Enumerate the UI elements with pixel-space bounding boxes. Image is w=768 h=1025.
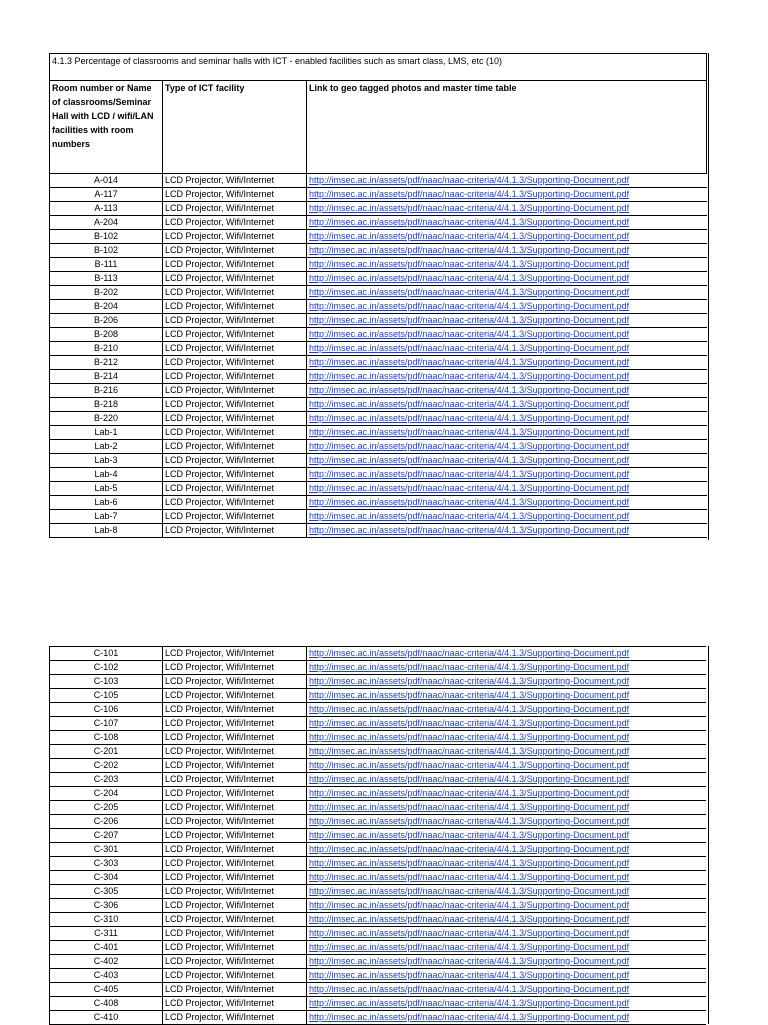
room-cell: B-210 (50, 342, 163, 356)
room-cell: Lab-3 (50, 454, 163, 468)
link-cell (307, 286, 707, 300)
link-cell (307, 787, 707, 801)
link-cell (307, 941, 707, 955)
facility-cell: LCD Projector, Wifi/Internet (163, 913, 307, 927)
link-cell (307, 174, 707, 188)
facility-cell: LCD Projector, Wifi/Internet (163, 815, 307, 829)
facility-cell: LCD Projector, Wifi/Internet (163, 983, 307, 997)
link-cell (307, 647, 707, 661)
document-link[interactable]: http://imsec.ac.in/assets/pdf/naac/naac-criteria/4/4.1.3/Supporting-Document.pdf (309, 329, 630, 339)
facility-cell: LCD Projector, Wifi/Internet (163, 454, 307, 468)
link-cell (307, 983, 707, 997)
table-row (50, 941, 707, 955)
facility-cell: LCD Projector, Wifi/Internet (163, 885, 307, 899)
room-cell: Lab-8 (50, 524, 163, 538)
document-link[interactable]: http://imsec.ac.in/assets/pdf/naac/naac-criteria/4/4.1.3/Supporting-Document.pdf (309, 427, 630, 437)
document-link[interactable]: http://imsec.ac.in/assets/pdf/naac/naac-criteria/4/4.1.3/Supporting-Document.pdf (309, 343, 630, 353)
facility-cell: LCD Projector, Wifi/Internet (163, 426, 307, 440)
table-row (50, 759, 707, 773)
table-row (50, 773, 707, 787)
room-cell: B-202 (50, 286, 163, 300)
table-row (50, 286, 707, 300)
facility-cell: LCD Projector, Wifi/Internet (163, 843, 307, 857)
facility-cell: LCD Projector, Wifi/Internet (163, 524, 307, 538)
room-cell: A-113 (50, 202, 163, 216)
table-row (50, 703, 707, 717)
document-link[interactable]: http://imsec.ac.in/assets/pdf/naac/naac-criteria/4/4.1.3/Supporting-Document.pdf (309, 231, 630, 241)
room-cell: C-108 (50, 731, 163, 745)
facility-cell: LCD Projector, Wifi/Internet (163, 216, 307, 230)
table-row (50, 482, 707, 496)
facility-cell: LCD Projector, Wifi/Internet (163, 857, 307, 871)
table-row (50, 927, 707, 941)
facility-cell: LCD Projector, Wifi/Internet (163, 188, 307, 202)
table-row (50, 216, 707, 230)
room-cell: B-220 (50, 412, 163, 426)
table-row (50, 258, 707, 272)
room-cell: B-102 (50, 230, 163, 244)
table-row (50, 272, 707, 286)
link-cell (307, 689, 707, 703)
room-cell: Lab-6 (50, 496, 163, 510)
table-row (50, 342, 707, 356)
right-border-2 (708, 646, 709, 1024)
link-cell (307, 675, 707, 689)
document-link[interactable]: http://imsec.ac.in/assets/pdf/naac/naac-criteria/4/4.1.3/Supporting-Document.pdf (309, 245, 630, 255)
table-row (50, 913, 707, 927)
room-cell: C-310 (50, 913, 163, 927)
facility-cell: LCD Projector, Wifi/Internet (163, 272, 307, 286)
document-link[interactable]: http://imsec.ac.in/assets/pdf/naac/naac-criteria/4/4.1.3/Supporting-Document.pdf (309, 175, 630, 185)
document-link[interactable]: http://imsec.ac.in/assets/pdf/naac/naac-criteria/4/4.1.3/Supporting-Document.pdf (309, 788, 630, 798)
facility-cell: LCD Projector, Wifi/Internet (163, 703, 307, 717)
link-cell (307, 258, 707, 272)
document-link[interactable]: http://imsec.ac.in/assets/pdf/naac/naac-criteria/4/4.1.3/Supporting-Document.pdf (309, 956, 630, 966)
table-row (50, 983, 707, 997)
room-cell: C-311 (50, 927, 163, 941)
document-link[interactable]: http://imsec.ac.in/assets/pdf/naac/naac-criteria/4/4.1.3/Supporting-Document.pdf (309, 886, 630, 896)
table-row (50, 731, 707, 745)
table-row (50, 244, 707, 258)
link-cell (307, 745, 707, 759)
table-row (50, 300, 707, 314)
link-cell (307, 955, 707, 969)
ict-table-1 (49, 53, 707, 538)
room-cell: A-014 (50, 174, 163, 188)
link-cell (307, 899, 707, 913)
document-link[interactable]: http://imsec.ac.in/assets/pdf/naac/naac-criteria/4/4.1.3/Supporting-Document.pdf (309, 189, 630, 199)
table-row (50, 843, 707, 857)
facility-cell: LCD Projector, Wifi/Internet (163, 510, 307, 524)
link-cell (307, 342, 707, 356)
table-row (50, 815, 707, 829)
facility-cell: LCD Projector, Wifi/Internet (163, 482, 307, 496)
facility-cell: LCD Projector, Wifi/Internet (163, 384, 307, 398)
document-link[interactable]: http://imsec.ac.in/assets/pdf/naac/naac-criteria/4/4.1.3/Supporting-Document.pdf (309, 385, 630, 395)
table-row (50, 468, 707, 482)
room-cell: C-301 (50, 843, 163, 857)
table-row (50, 969, 707, 983)
document-link[interactable]: http://imsec.ac.in/assets/pdf/naac/naac-criteria/4/4.1.3/Supporting-Document.pdf (309, 774, 630, 784)
link-cell (307, 871, 707, 885)
table-row (50, 412, 707, 426)
room-cell: Lab-1 (50, 426, 163, 440)
link-cell (307, 314, 707, 328)
document-link[interactable]: http://imsec.ac.in/assets/pdf/naac/naac-criteria/4/4.1.3/Supporting-Document.pdf (309, 690, 630, 700)
room-cell: C-408 (50, 997, 163, 1011)
link-cell (307, 885, 707, 899)
facility-cell: LCD Projector, Wifi/Internet (163, 1011, 307, 1025)
facility-cell: LCD Projector, Wifi/Internet (163, 661, 307, 675)
table-row (50, 202, 707, 216)
link-cell (307, 216, 707, 230)
document-link[interactable]: http://imsec.ac.in/assets/pdf/naac/naac-criteria/4/4.1.3/Supporting-Document.pdf (309, 483, 630, 493)
room-cell: B-102 (50, 244, 163, 258)
facility-cell: LCD Projector, Wifi/Internet (163, 230, 307, 244)
facility-cell: LCD Projector, Wifi/Internet (163, 258, 307, 272)
sheet-section-1 (49, 53, 707, 538)
link-cell (307, 370, 707, 384)
facility-cell: LCD Projector, Wifi/Internet (163, 927, 307, 941)
facility-cell: LCD Projector, Wifi/Internet (163, 871, 307, 885)
room-cell: C-410 (50, 1011, 163, 1025)
facility-cell: LCD Projector, Wifi/Internet (163, 496, 307, 510)
link-cell (307, 913, 707, 927)
link-cell (307, 773, 707, 787)
header-room: Room number or Name of classrooms/Seminar Hall with LCD / wifi/LAN facilities with room numbers (50, 81, 163, 174)
document-link[interactable]: http://imsec.ac.in/assets/pdf/naac/naac-criteria/4/4.1.3/Supporting-Document.pdf (309, 441, 630, 451)
document-link[interactable]: http://imsec.ac.in/assets/pdf/naac/naac-criteria/4/4.1.3/Supporting-Document.pdf (309, 399, 630, 409)
room-cell: Lab-5 (50, 482, 163, 496)
sheet-section-2 (49, 646, 706, 1025)
document-link[interactable]: http://imsec.ac.in/assets/pdf/naac/naac-criteria/4/4.1.3/Supporting-Document.pdf (309, 648, 630, 658)
room-cell: B-212 (50, 356, 163, 370)
document-link[interactable]: http://imsec.ac.in/assets/pdf/naac/naac-criteria/4/4.1.3/Supporting-Document.pdf (309, 525, 630, 535)
table-row (50, 885, 707, 899)
room-cell: C-303 (50, 857, 163, 871)
table-row (50, 398, 707, 412)
room-cell: Lab-4 (50, 468, 163, 482)
facility-cell: LCD Projector, Wifi/Internet (163, 899, 307, 913)
link-cell (307, 703, 707, 717)
document-link[interactable]: http://imsec.ac.in/assets/pdf/naac/naac-criteria/4/4.1.3/Supporting-Document.pdf (309, 858, 630, 868)
document-link[interactable]: http://imsec.ac.in/assets/pdf/naac/naac-criteria/4/4.1.3/Supporting-Document.pdf (309, 928, 630, 938)
link-cell (307, 524, 707, 538)
facility-cell: LCD Projector, Wifi/Internet (163, 356, 307, 370)
link-cell (307, 759, 707, 773)
document-link[interactable]: http://imsec.ac.in/assets/pdf/naac/naac-criteria/4/4.1.3/Supporting-Document.pdf (309, 371, 630, 381)
table-row (50, 314, 707, 328)
document-link[interactable]: http://imsec.ac.in/assets/pdf/naac/naac-criteria/4/4.1.3/Supporting-Document.pdf (309, 830, 630, 840)
link-cell (307, 300, 707, 314)
link-cell (307, 244, 707, 258)
facility-cell: LCD Projector, Wifi/Internet (163, 773, 307, 787)
link-cell (307, 1011, 707, 1025)
right-border-1 (708, 53, 709, 540)
facility-cell: LCD Projector, Wifi/Internet (163, 759, 307, 773)
room-cell: B-216 (50, 384, 163, 398)
document-link[interactable]: http://imsec.ac.in/assets/pdf/naac/naac-criteria/4/4.1.3/Supporting-Document.pdf (309, 984, 630, 994)
document-link[interactable]: http://imsec.ac.in/assets/pdf/naac/naac-criteria/4/4.1.3/Supporting-Document.pdf (309, 315, 630, 325)
facility-cell: LCD Projector, Wifi/Internet (163, 370, 307, 384)
link-cell (307, 328, 707, 342)
link-cell (307, 398, 707, 412)
room-cell: B-204 (50, 300, 163, 314)
link-cell (307, 440, 707, 454)
table-row (50, 955, 707, 969)
document-link[interactable]: http://imsec.ac.in/assets/pdf/naac/naac-criteria/4/4.1.3/Supporting-Document.pdf (309, 942, 630, 952)
table-row (50, 857, 707, 871)
document-link[interactable]: http://imsec.ac.in/assets/pdf/naac/naac-criteria/4/4.1.3/Supporting-Document.pdf (309, 746, 630, 756)
document-link[interactable]: http://imsec.ac.in/assets/pdf/naac/naac-criteria/4/4.1.3/Supporting-Document.pdf (309, 998, 630, 1008)
document-link[interactable]: http://imsec.ac.in/assets/pdf/naac/naac-criteria/4/4.1.3/Supporting-Document.pdf (309, 413, 630, 423)
facility-cell: LCD Projector, Wifi/Internet (163, 647, 307, 661)
document-link[interactable]: http://imsec.ac.in/assets/pdf/naac/naac-criteria/4/4.1.3/Supporting-Document.pdf (309, 900, 630, 910)
facility-cell: LCD Projector, Wifi/Internet (163, 202, 307, 216)
link-cell (307, 272, 707, 286)
document-link[interactable]: http://imsec.ac.in/assets/pdf/naac/naac-criteria/4/4.1.3/Supporting-Document.pdf (309, 259, 630, 269)
facility-cell: LCD Projector, Wifi/Internet (163, 745, 307, 759)
facility-cell: LCD Projector, Wifi/Internet (163, 314, 307, 328)
facility-cell: LCD Projector, Wifi/Internet (163, 286, 307, 300)
room-cell: C-403 (50, 969, 163, 983)
table-row (50, 829, 707, 843)
table-row (50, 426, 707, 440)
link-cell (307, 661, 707, 675)
link-cell (307, 230, 707, 244)
facility-cell: LCD Projector, Wifi/Internet (163, 300, 307, 314)
document-link[interactable]: http://imsec.ac.in/assets/pdf/naac/naac-criteria/4/4.1.3/Supporting-Document.pdf (309, 511, 630, 521)
facility-cell: LCD Projector, Wifi/Internet (163, 801, 307, 815)
room-cell: B-218 (50, 398, 163, 412)
room-cell: C-305 (50, 885, 163, 899)
link-cell (307, 412, 707, 426)
link-cell (307, 426, 707, 440)
link-cell (307, 482, 707, 496)
document-link[interactable]: http://imsec.ac.in/assets/pdf/naac/naac-criteria/4/4.1.3/Supporting-Document.pdf (309, 497, 630, 507)
document-link[interactable]: http://imsec.ac.in/assets/pdf/naac/naac-criteria/4/4.1.3/Supporting-Document.pdf (309, 872, 630, 882)
facility-cell: LCD Projector, Wifi/Internet (163, 440, 307, 454)
document-link[interactable]: http://imsec.ac.in/assets/pdf/naac/naac-criteria/4/4.1.3/Supporting-Document.pdf (309, 732, 630, 742)
table-row (50, 454, 707, 468)
document-link[interactable]: http://imsec.ac.in/assets/pdf/naac/naac-criteria/4/4.1.3/Supporting-Document.pdf (309, 287, 630, 297)
link-cell (307, 188, 707, 202)
room-cell: A-204 (50, 216, 163, 230)
facility-cell: LCD Projector, Wifi/Internet (163, 174, 307, 188)
table-row (50, 370, 707, 384)
link-cell (307, 801, 707, 815)
document-link[interactable]: http://imsec.ac.in/assets/pdf/naac/naac-criteria/4/4.1.3/Supporting-Document.pdf (309, 970, 630, 980)
link-cell (307, 843, 707, 857)
header-row (50, 81, 707, 174)
document-link[interactable]: http://imsec.ac.in/assets/pdf/naac/naac-criteria/4/4.1.3/Supporting-Document.pdf (309, 273, 630, 283)
document-link[interactable]: http://imsec.ac.in/assets/pdf/naac/naac-criteria/4/4.1.3/Supporting-Document.pdf (309, 760, 630, 770)
room-cell: C-102 (50, 661, 163, 675)
room-cell: C-105 (50, 689, 163, 703)
table-row (50, 745, 707, 759)
table-row (50, 661, 707, 675)
room-cell: C-206 (50, 815, 163, 829)
document-link[interactable]: http://imsec.ac.in/assets/pdf/naac/naac-criteria/4/4.1.3/Supporting-Document.pdf (309, 718, 630, 728)
table-row (50, 230, 707, 244)
table-row (50, 997, 707, 1011)
ict-table-2 (49, 646, 706, 1025)
room-cell: C-402 (50, 955, 163, 969)
document-link[interactable]: http://imsec.ac.in/assets/pdf/naac/naac-criteria/4/4.1.3/Supporting-Document.pdf (309, 301, 630, 311)
room-cell: C-106 (50, 703, 163, 717)
document-link[interactable]: http://imsec.ac.in/assets/pdf/naac/naac-criteria/4/4.1.3/Supporting-Document.pdf (309, 662, 630, 672)
link-cell (307, 356, 707, 370)
table-row (50, 717, 707, 731)
link-cell (307, 731, 707, 745)
facility-cell: LCD Projector, Wifi/Internet (163, 731, 307, 745)
facility-cell: LCD Projector, Wifi/Internet (163, 717, 307, 731)
room-cell: C-207 (50, 829, 163, 843)
table-row (50, 899, 707, 913)
document-link[interactable]: http://imsec.ac.in/assets/pdf/naac/naac-criteria/4/4.1.3/Supporting-Document.pdf (309, 676, 630, 686)
table-row (50, 647, 707, 661)
document-link[interactable]: http://imsec.ac.in/assets/pdf/naac/naac-criteria/4/4.1.3/Supporting-Document.pdf (309, 816, 630, 826)
table-row (50, 174, 707, 188)
table-row (50, 871, 707, 885)
table-row (50, 510, 707, 524)
room-cell: C-202 (50, 759, 163, 773)
table-row (50, 675, 707, 689)
link-cell (307, 384, 707, 398)
document-link[interactable]: http://imsec.ac.in/assets/pdf/naac/naac-criteria/4/4.1.3/Supporting-Document.pdf (309, 357, 630, 367)
facility-cell: LCD Projector, Wifi/Internet (163, 342, 307, 356)
table-row (50, 328, 707, 342)
table-row (50, 496, 707, 510)
room-cell: C-405 (50, 983, 163, 997)
room-cell: C-306 (50, 899, 163, 913)
document-link[interactable]: http://imsec.ac.in/assets/pdf/naac/naac-criteria/4/4.1.3/Supporting-Document.pdf (309, 914, 630, 924)
table-row (50, 524, 707, 538)
header-link: Link to geo tagged photos and master time table (307, 81, 707, 174)
link-cell (307, 496, 707, 510)
link-cell (307, 829, 707, 843)
link-cell (307, 815, 707, 829)
room-cell: C-203 (50, 773, 163, 787)
table-row (50, 384, 707, 398)
room-cell: Lab-2 (50, 440, 163, 454)
link-cell (307, 969, 707, 983)
document-link[interactable]: http://imsec.ac.in/assets/pdf/naac/naac-criteria/4/4.1.3/Supporting-Document.pdf (309, 217, 630, 227)
facility-cell: LCD Projector, Wifi/Internet (163, 997, 307, 1011)
facility-cell: LCD Projector, Wifi/Internet (163, 468, 307, 482)
facility-cell: LCD Projector, Wifi/Internet (163, 398, 307, 412)
facility-cell: LCD Projector, Wifi/Internet (163, 412, 307, 426)
room-cell: B-214 (50, 370, 163, 384)
link-cell (307, 857, 707, 871)
room-cell: C-204 (50, 787, 163, 801)
table-row (50, 356, 707, 370)
document-link[interactable]: http://imsec.ac.in/assets/pdf/naac/naac-criteria/4/4.1.3/Supporting-Document.pdf (309, 704, 630, 714)
room-cell: C-103 (50, 675, 163, 689)
room-cell: C-107 (50, 717, 163, 731)
facility-cell: LCD Projector, Wifi/Internet (163, 955, 307, 969)
link-cell (307, 202, 707, 216)
table-row (50, 188, 707, 202)
header-type: Type of ICT facility (163, 81, 307, 174)
facility-cell: LCD Projector, Wifi/Internet (163, 829, 307, 843)
room-cell: A-117 (50, 188, 163, 202)
link-cell (307, 717, 707, 731)
room-cell: C-304 (50, 871, 163, 885)
document-link[interactable]: http://imsec.ac.in/assets/pdf/naac/naac-criteria/4/4.1.3/Supporting-Document.pdf (309, 1012, 630, 1022)
table-row (50, 440, 707, 454)
table-row (50, 801, 707, 815)
document-link[interactable]: http://imsec.ac.in/assets/pdf/naac/naac-criteria/4/4.1.3/Supporting-Document.pdf (309, 469, 630, 479)
document-link[interactable]: http://imsec.ac.in/assets/pdf/naac/naac-criteria/4/4.1.3/Supporting-Document.pdf (309, 455, 630, 465)
table-row (50, 689, 707, 703)
link-cell (307, 468, 707, 482)
link-cell (307, 927, 707, 941)
facility-cell: LCD Projector, Wifi/Internet (163, 244, 307, 258)
facility-cell: LCD Projector, Wifi/Internet (163, 969, 307, 983)
room-cell: C-201 (50, 745, 163, 759)
document-link[interactable]: http://imsec.ac.in/assets/pdf/naac/naac-criteria/4/4.1.3/Supporting-Document.pdf (309, 802, 630, 812)
facility-cell: LCD Projector, Wifi/Internet (163, 675, 307, 689)
facility-cell: LCD Projector, Wifi/Internet (163, 689, 307, 703)
document-link[interactable]: http://imsec.ac.in/assets/pdf/naac/naac-criteria/4/4.1.3/Supporting-Document.pdf (309, 844, 630, 854)
room-cell: B-206 (50, 314, 163, 328)
room-cell: C-101 (50, 647, 163, 661)
table-row (50, 1011, 707, 1025)
room-cell: C-205 (50, 801, 163, 815)
facility-cell: LCD Projector, Wifi/Internet (163, 787, 307, 801)
table-row (50, 787, 707, 801)
link-cell (307, 997, 707, 1011)
room-cell: B-111 (50, 258, 163, 272)
room-cell: B-208 (50, 328, 163, 342)
document-link[interactable]: http://imsec.ac.in/assets/pdf/naac/naac-criteria/4/4.1.3/Supporting-Document.pdf (309, 203, 630, 213)
link-cell (307, 454, 707, 468)
facility-cell: LCD Projector, Wifi/Internet (163, 328, 307, 342)
link-cell (307, 510, 707, 524)
room-cell: C-401 (50, 941, 163, 955)
room-cell: Lab-7 (50, 510, 163, 524)
room-cell: B-113 (50, 272, 163, 286)
facility-cell: LCD Projector, Wifi/Internet (163, 941, 307, 955)
title-row (50, 54, 707, 81)
table-title: 4.1.3 Percentage of classrooms and seminar halls with ICT - enabled facilities such as smart class, LMS, etc (10) (50, 54, 707, 81)
